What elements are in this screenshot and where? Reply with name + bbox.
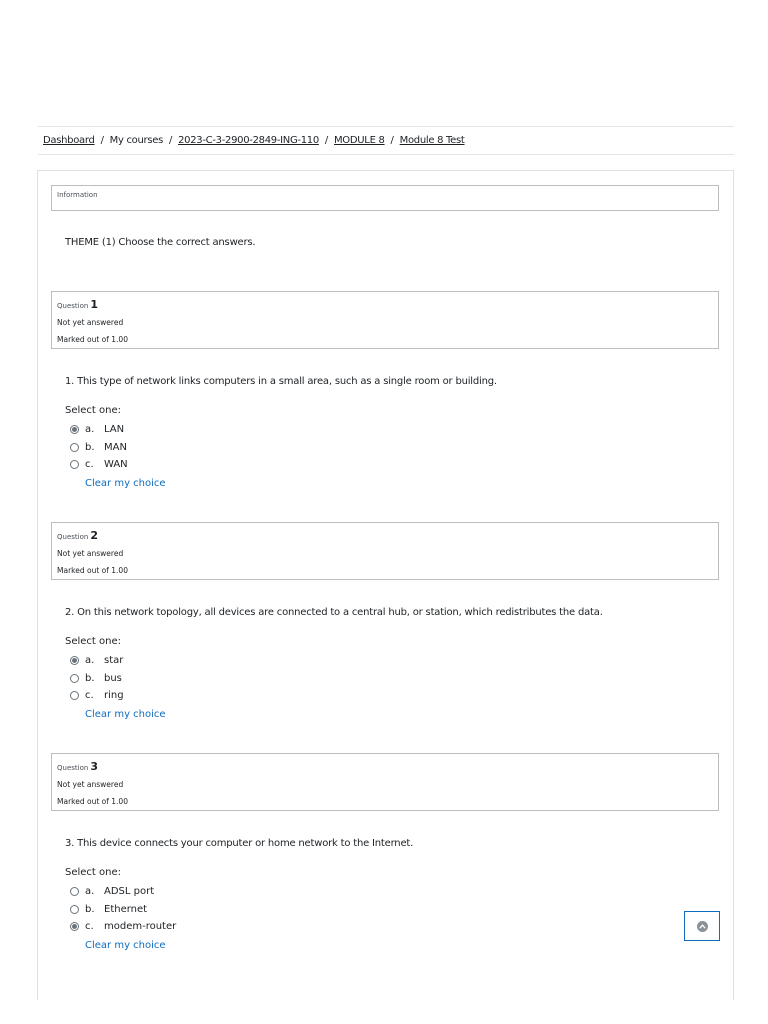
option-2b[interactable]: [70, 671, 122, 685]
select-one-prompt: Select one:: [65, 405, 122, 416]
breadcrumb-test[interactable]: Module 8 Test: [399, 135, 465, 146]
radio-button[interactable]: [70, 905, 79, 914]
question-grade: Marked out of 1.00: [57, 335, 128, 344]
option-text: ring: [104, 689, 124, 701]
option-text: WAN: [104, 458, 128, 470]
question-number: 2: [90, 529, 98, 542]
breadcrumb: [38, 126, 734, 155]
option-1a[interactable]: [70, 422, 124, 436]
option-1b[interactable]: [70, 440, 127, 454]
question-label: Question: [57, 764, 89, 772]
radio-button[interactable]: [70, 691, 79, 700]
clear-choice-link[interactable]: Clear my choice: [85, 709, 166, 720]
option-3c[interactable]: [70, 919, 176, 933]
breadcrumb-separator: /: [100, 135, 104, 146]
clear-choice-link[interactable]: Clear my choice: [85, 478, 166, 489]
information-label: Information: [57, 191, 98, 199]
option-letter: a.: [85, 654, 95, 666]
radio-button[interactable]: [70, 922, 79, 931]
option-letter: b.: [85, 903, 95, 915]
option-1c[interactable]: [70, 457, 128, 471]
select-one-prompt: Select one:: [65, 636, 122, 647]
radio-button[interactable]: [70, 674, 79, 683]
arrow-up-icon: [697, 921, 708, 932]
select-one-prompt: Select one:: [65, 867, 122, 878]
theme-instructions: THEME (1) Choose the correct answers.: [65, 237, 256, 248]
question-info-1: [51, 291, 719, 349]
option-2a[interactable]: [70, 653, 123, 667]
option-letter: a.: [85, 423, 95, 435]
option-letter: c.: [85, 920, 94, 932]
option-letter: b.: [85, 441, 95, 453]
question-text-2: 2. On this network topology, all devices are connected to a central hub, or station, which redistributes the data.: [65, 607, 603, 618]
radio-button[interactable]: [70, 425, 79, 434]
radio-button[interactable]: [70, 443, 79, 452]
question-label: Question: [57, 302, 89, 310]
question-text-3: 3. This device connects your computer or home network to the Internet.: [65, 838, 414, 849]
question-state: Not yet answered: [57, 318, 124, 327]
option-text: LAN: [104, 423, 125, 435]
radio-button[interactable]: [70, 887, 79, 896]
option-letter: c.: [85, 689, 94, 701]
option-letter: b.: [85, 672, 95, 684]
breadcrumb-dashboard[interactable]: Dashboard: [43, 135, 95, 146]
radio-button[interactable]: [70, 656, 79, 665]
breadcrumb-separator: /: [324, 135, 328, 146]
question-grade: Marked out of 1.00: [57, 566, 128, 575]
breadcrumb-separator: /: [169, 135, 173, 146]
option-3b[interactable]: [70, 902, 147, 916]
breadcrumb-course[interactable]: 2023-C-3-2900-2849-ING-110: [178, 135, 319, 146]
question-state: Not yet answered: [57, 780, 124, 789]
option-text: star: [104, 654, 124, 666]
breadcrumb-my-courses: My courses: [109, 135, 164, 146]
question-label: Question: [57, 533, 89, 541]
option-text: bus: [104, 672, 122, 684]
radio-button[interactable]: [70, 460, 79, 469]
question-info-2: [51, 522, 719, 580]
question-grade: Marked out of 1.00: [57, 797, 128, 806]
breadcrumb-module[interactable]: MODULE 8: [333, 135, 385, 146]
question-number: 3: [90, 760, 98, 773]
question-text-1: 1. This type of network links computers in a small area, such as a single room or building.: [65, 376, 497, 387]
information-box: [51, 185, 719, 211]
option-2c[interactable]: [70, 688, 124, 702]
option-letter: a.: [85, 885, 95, 897]
question-number: 1: [90, 298, 98, 311]
question-state: Not yet answered: [57, 549, 124, 558]
clear-choice-link[interactable]: Clear my choice: [85, 940, 166, 951]
option-text: MAN: [104, 441, 127, 453]
question-info-3: [51, 753, 719, 811]
breadcrumb-separator: /: [390, 135, 394, 146]
option-text: modem-router: [104, 920, 177, 932]
option-text: Ethernet: [104, 903, 148, 915]
back-to-top-button[interactable]: [684, 911, 720, 941]
option-text: ADSL port: [104, 885, 155, 897]
option-3a[interactable]: [70, 884, 154, 898]
option-letter: c.: [85, 458, 94, 470]
